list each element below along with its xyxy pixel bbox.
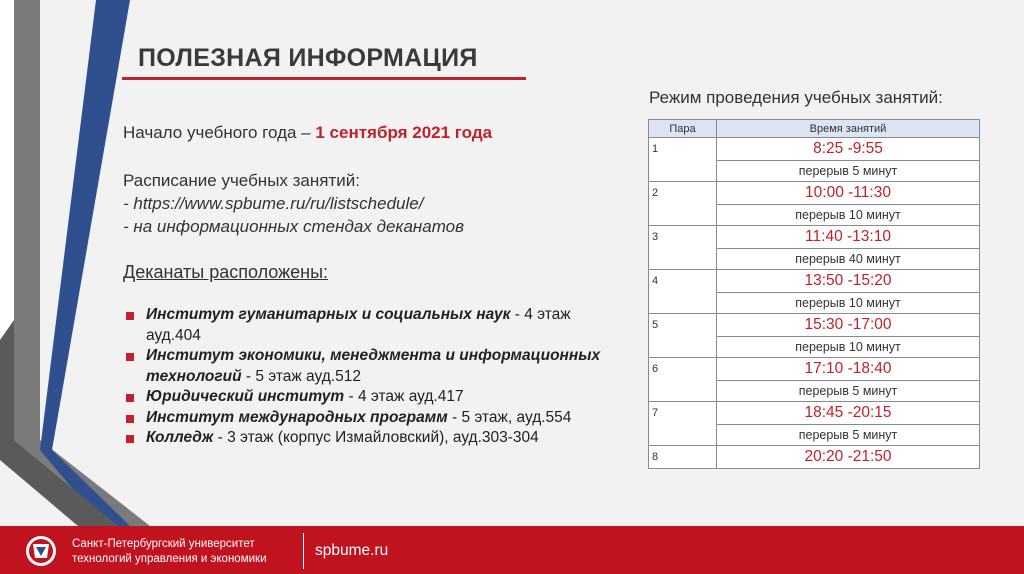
schedule-stands: - на информационных стендах деканатов (123, 217, 465, 236)
start-label: Начало учебного года – (123, 123, 316, 142)
institute-location: - 4 этаж ауд.404 (146, 306, 571, 344)
pair-time: 18:45 -20:15 (717, 402, 980, 425)
schedule-mode-title: Режим проведения учебных занятий: (649, 88, 943, 107)
table-row (649, 314, 980, 337)
list-item (126, 408, 626, 429)
institute-location: - 5 этаж, ауд.554 (447, 408, 572, 426)
bullet-icon (126, 353, 134, 361)
institute-location: - 4 этаж ауд.417 (344, 388, 464, 405)
break-duration: перерыв 40 минут (717, 249, 980, 270)
institute-location: - 3 этаж (корпус Измайловский), ауд.303-304 (213, 429, 539, 446)
title-underline (122, 77, 526, 80)
table-row (649, 446, 980, 469)
website-link[interactable]: spbume.ru (315, 542, 389, 559)
list-item (126, 428, 626, 449)
institutes-list (126, 305, 626, 449)
university-name-line1: Санкт-Петербургский университет (72, 538, 255, 550)
bullet-icon (126, 415, 134, 423)
table-header-row (649, 120, 980, 138)
break-duration: перерыв 10 минут (717, 293, 980, 314)
pair-number: 6 (649, 358, 717, 402)
break-duration: перерыв 10 минут (717, 205, 980, 226)
academic-year-start (123, 123, 492, 143)
table-row (649, 402, 980, 425)
bullet-icon (126, 435, 134, 443)
university-name-line2: технологий управления и экономики (72, 553, 267, 565)
pair-number: 1 (649, 138, 717, 182)
pair-number: 2 (649, 182, 717, 226)
schedule-info (123, 169, 464, 238)
schedule-link[interactable]: - https://www.spbume.ru/ru/listschedule/ (123, 194, 424, 213)
table-row (649, 358, 980, 381)
break-duration: перерыв 5 минут (717, 161, 980, 182)
list-item (126, 305, 626, 346)
list-item (126, 387, 626, 408)
column-header-time: Время занятий (717, 120, 980, 138)
pair-number: 8 (649, 446, 717, 469)
pair-number: 5 (649, 314, 717, 358)
pair-time: 10:00 -11:30 (717, 182, 980, 205)
break-duration: перерыв 5 минут (717, 381, 980, 402)
pair-time: 11:40 -13:10 (717, 226, 980, 249)
break-duration: перерыв 10 минут (717, 337, 980, 358)
table-row (649, 138, 980, 161)
pair-time: 17:10 -18:40 (717, 358, 980, 381)
pair-time: 8:25 -9:55 (717, 138, 980, 161)
pair-number: 4 (649, 270, 717, 314)
blue-stripe (40, 0, 130, 526)
pair-time: 20:20 -21:50 (717, 446, 980, 469)
institute-name: Институт международных программ (146, 408, 448, 426)
bullet-icon (126, 394, 134, 402)
bullet-icon (126, 312, 134, 320)
university-name (72, 537, 267, 567)
table-row (649, 182, 980, 205)
pair-number: 3 (649, 226, 717, 270)
institute-name: Институт экономики, менеджмента и информационных технологий (146, 347, 601, 385)
institute-name: Институт гуманитарных и социальных наук (146, 306, 511, 323)
table-row (649, 270, 980, 293)
pair-time: 15:30 -17:00 (717, 314, 980, 337)
institute-name: Юридический институт (146, 388, 345, 405)
start-date: 1 сентября 2021 года (315, 123, 493, 142)
table-row (649, 226, 980, 249)
break-duration: перерыв 5 минут (717, 425, 980, 446)
white-stripe (0, 0, 14, 340)
university-logo-icon (25, 535, 57, 567)
footer-divider (303, 533, 304, 569)
institute-location: - 5 этаж ауд.512 (241, 367, 361, 385)
institute-name: Колледж (146, 429, 214, 446)
column-header-pair: Пара (649, 120, 717, 138)
schedule-label: Расписание учебных занятий: (123, 171, 360, 190)
list-item (126, 346, 626, 387)
schedule-table (648, 119, 980, 469)
pair-number: 7 (649, 402, 717, 446)
page-title: ПОЛЕЗНАЯ ИНФОРМАЦИЯ (138, 44, 478, 72)
pair-time: 13:50 -15:20 (717, 270, 980, 293)
deans-heading: Деканаты расположены: (123, 262, 329, 282)
